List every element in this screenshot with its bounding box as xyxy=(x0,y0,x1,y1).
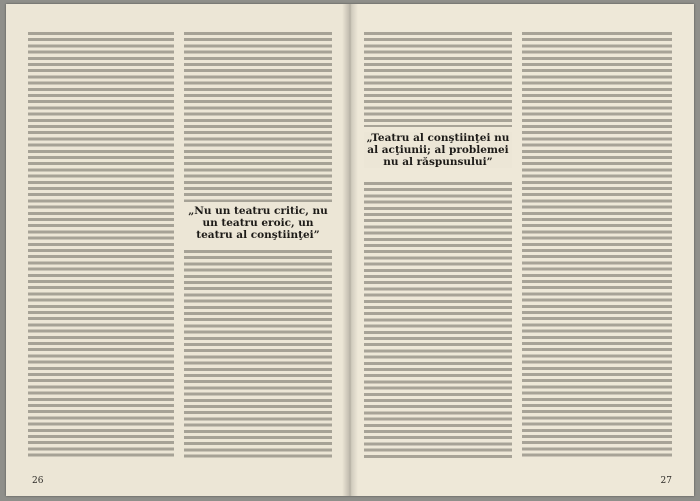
right-page-number: 27 xyxy=(660,476,672,486)
open-book-spread xyxy=(6,4,694,496)
body-text-block xyxy=(364,32,512,127)
body-text-block xyxy=(184,250,332,460)
right-page xyxy=(350,4,694,496)
left-page-number: 26 xyxy=(32,476,44,486)
right-page-column-1-top xyxy=(364,32,512,127)
right-page-column-2 xyxy=(522,32,672,460)
book-gutter xyxy=(342,4,358,496)
left-page-column-2-bottom xyxy=(184,250,332,460)
left-page xyxy=(6,4,350,496)
right-page-column-1-bottom xyxy=(364,182,512,460)
right-pull-quote: „Teatru al conştiinţei nu al acţiunii; al problemei nu al răspunsului” xyxy=(364,132,512,168)
body-text-block xyxy=(522,32,672,460)
left-page-column-1 xyxy=(28,32,174,460)
left-page-column-2-top xyxy=(184,32,332,202)
body-text-block xyxy=(364,182,512,460)
body-text-block xyxy=(184,32,332,202)
left-pull-quote: „Nu un teatru critic, nu un teatru eroic, un teatru al conştiinţei” xyxy=(184,205,332,241)
body-text-block xyxy=(28,32,174,460)
